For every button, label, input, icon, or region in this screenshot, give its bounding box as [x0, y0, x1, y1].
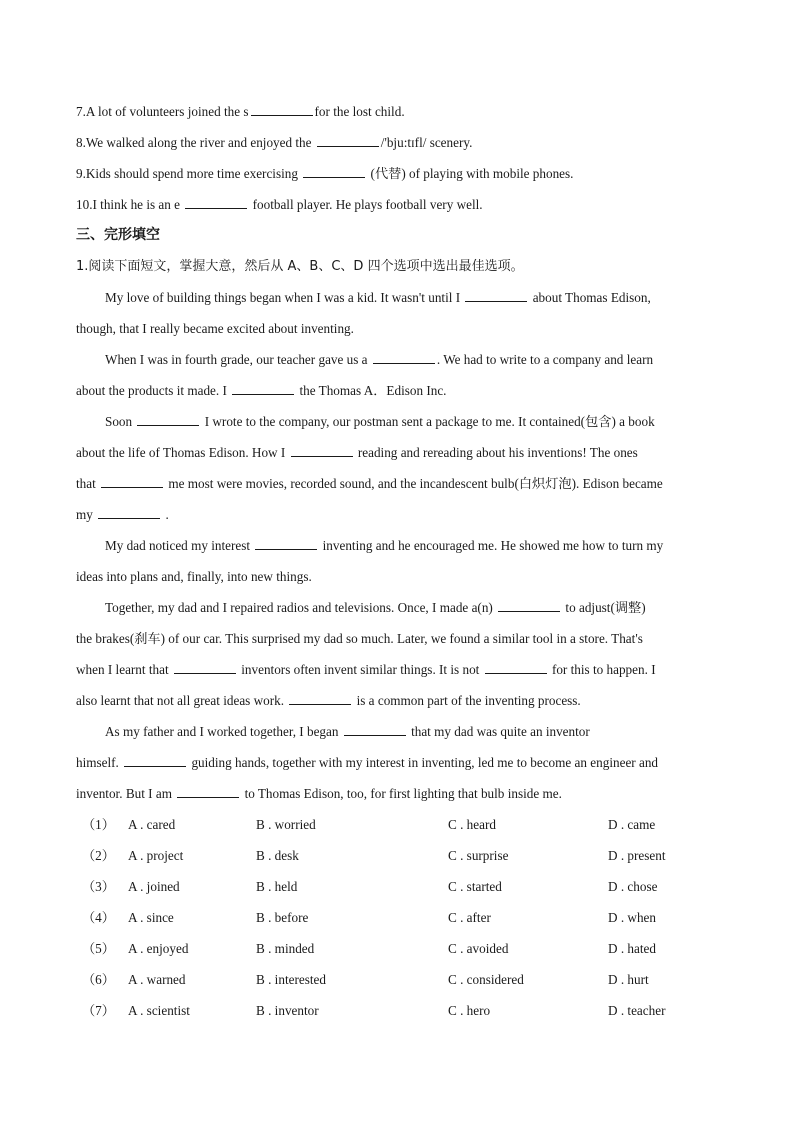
- passage-line: [76, 654, 726, 685]
- passage-text: to Thomas Edison, too, for first lighting that bulb inside me.: [244, 786, 562, 801]
- option-b[interactable]: B . worried: [256, 817, 316, 832]
- question-number: （1）: [82, 817, 115, 832]
- answer-blank[interactable]: [251, 103, 313, 116]
- fill-in-question-7: [76, 96, 726, 127]
- answer-blank[interactable]: [485, 661, 547, 674]
- option-a[interactable]: A . cared: [128, 817, 176, 832]
- passage-text: inventors often invent similar things. It is not: [241, 662, 480, 677]
- passage-line: [76, 716, 726, 747]
- section-instruction: 1.阅读下面短文，掌握大意，然后从 A、B、C、D 四个选项中选出最佳选项。: [76, 259, 524, 274]
- answer-blank[interactable]: [174, 661, 236, 674]
- question-number: （4）: [82, 910, 115, 925]
- passage-text: though, that I really became excited about inventing.: [76, 321, 354, 336]
- option-d[interactable]: D . when: [608, 910, 656, 925]
- option-b[interactable]: B . before: [256, 910, 309, 925]
- answer-blank[interactable]: [303, 165, 365, 178]
- question-number: （3）: [82, 879, 115, 894]
- option-row: [76, 995, 726, 1026]
- passage-line: [76, 499, 726, 530]
- passage-text: that: [76, 476, 96, 491]
- answer-blank[interactable]: [291, 444, 353, 457]
- passage-text: himself.: [76, 755, 119, 770]
- fill-in-question-10: [76, 189, 726, 220]
- passage-text: inventing and he encouraged me. He showed me how to turn my: [322, 538, 664, 553]
- answer-blank[interactable]: [177, 785, 239, 798]
- answer-blank[interactable]: [255, 537, 317, 550]
- question-number: （5）: [82, 941, 115, 956]
- passage-line: [76, 437, 726, 468]
- option-row: [76, 840, 726, 871]
- answer-blank[interactable]: [498, 599, 560, 612]
- option-row: [76, 902, 726, 933]
- passage-text: me most were movies, recorded sound, and the incandescent bulb(白炽灯泡). Edison became: [168, 476, 663, 491]
- passage-text: the Thomas A．Edison Inc.: [299, 383, 447, 398]
- option-d[interactable]: D . teacher: [608, 1003, 666, 1018]
- question-text: (代替) of playing with mobile phones.: [370, 166, 574, 181]
- passage-text: for this to happen. I: [551, 662, 656, 677]
- passage-line: [76, 685, 726, 716]
- question-text: football player. He plays football very well.: [252, 197, 483, 212]
- passage-text: .: [165, 507, 169, 522]
- option-row: [76, 871, 726, 902]
- passage-text: to adjust(调整): [565, 600, 646, 615]
- fill-in-question-9: [76, 158, 726, 189]
- option-c[interactable]: C . after: [448, 910, 491, 925]
- option-c[interactable]: C . avoided: [448, 941, 509, 956]
- fill-in-question-8: [76, 127, 726, 158]
- passage-line: [76, 375, 726, 406]
- answer-blank[interactable]: [317, 134, 379, 147]
- question-number: （6）: [82, 972, 115, 987]
- option-c[interactable]: C . heard: [448, 817, 496, 832]
- option-d[interactable]: D . present: [608, 848, 666, 863]
- answer-blank[interactable]: [232, 382, 294, 395]
- passage-line: [76, 313, 726, 344]
- passage-text: My love of building things began when I was a kid. It wasn't until I: [105, 290, 461, 305]
- option-b[interactable]: B . minded: [256, 941, 315, 956]
- answer-blank[interactable]: [373, 351, 435, 364]
- passage-text: when I learnt that: [76, 662, 169, 677]
- passage-text: ideas into plans and, finally, into new things.: [76, 569, 312, 584]
- question-text: for the lost child.: [314, 104, 405, 119]
- passage-text: When I was in fourth grade, our teacher gave us a: [105, 352, 368, 367]
- passage-line: [76, 282, 726, 313]
- passage-text: about Thomas Edison,: [532, 290, 651, 305]
- passage-text: also learnt that not all great ideas work.: [76, 693, 284, 708]
- option-row: [76, 809, 726, 840]
- option-c[interactable]: C . started: [448, 879, 502, 894]
- passage-text: inventor. But I am: [76, 786, 172, 801]
- passage-text: My dad noticed my interest: [105, 538, 251, 553]
- worksheet-page: [76, 96, 726, 1026]
- passage-text: is a common part of the inventing process.: [356, 693, 581, 708]
- option-d[interactable]: D . hated: [608, 941, 656, 956]
- option-b[interactable]: B . inventor: [256, 1003, 319, 1018]
- question-text: /'bju:tɪfl/ scenery.: [380, 135, 473, 150]
- passage-line: [76, 747, 726, 778]
- question-number: （2）: [82, 848, 115, 863]
- passage-text: reading and rereading about his inventions! The ones: [357, 445, 638, 460]
- option-a[interactable]: A . scientist: [128, 1003, 190, 1018]
- passage-text: about the life of Thomas Edison. How I: [76, 445, 286, 460]
- question-text: 7.A lot of volunteers joined the s: [76, 104, 249, 119]
- answer-blank[interactable]: [101, 475, 163, 488]
- passage-line: [76, 406, 726, 437]
- answer-blank[interactable]: [98, 506, 160, 519]
- option-d[interactable]: D . came: [608, 817, 656, 832]
- answer-blank[interactable]: [289, 692, 351, 705]
- question-text: 8.We walked along the river and enjoyed the: [76, 135, 312, 150]
- question-text: 9.Kids should spend more time exercising: [76, 166, 298, 181]
- passage-line: [76, 623, 726, 654]
- passage-line: [76, 778, 726, 809]
- passage-text: about the products it made. I: [76, 383, 227, 398]
- passage-line: [76, 530, 726, 561]
- passage-line: [76, 468, 726, 499]
- answer-options: [76, 809, 726, 1026]
- passage-text: As my father and I worked together, I began: [105, 724, 339, 739]
- option-c[interactable]: C . hero: [448, 1003, 491, 1018]
- passage-text: I wrote to the company, our postman sent a package to me. It contained(包含) a book: [204, 414, 655, 429]
- option-a[interactable]: A . since: [128, 910, 174, 925]
- option-row: [76, 933, 726, 964]
- passage-text: guiding hands, together with my interest in inventing, led me to become an engineer and: [191, 755, 659, 770]
- passage-line: [76, 592, 726, 623]
- passage-text: the brakes(刹车) of our car. This surprised my dad so much. Later, we found a similar tool in a store. That's: [76, 631, 643, 646]
- option-c[interactable]: C . considered: [448, 972, 524, 987]
- question-text: 10.I think he is an e: [76, 197, 181, 212]
- answer-blank[interactable]: [124, 754, 186, 767]
- option-b[interactable]: B . desk: [256, 848, 299, 863]
- option-a[interactable]: A . enjoyed: [128, 941, 189, 956]
- passage-line: [76, 561, 726, 592]
- answer-blank[interactable]: [137, 413, 199, 426]
- passage-text: . We had to write to a company and learn: [436, 352, 654, 367]
- option-a[interactable]: A . joined: [128, 879, 180, 894]
- answer-blank[interactable]: [185, 196, 247, 209]
- option-d[interactable]: D . chose: [608, 879, 658, 894]
- option-row: [76, 964, 726, 995]
- option-b[interactable]: B . interested: [256, 972, 326, 987]
- answer-blank[interactable]: [344, 723, 406, 736]
- option-a[interactable]: A . project: [128, 848, 184, 863]
- passage-text: Soon: [105, 414, 133, 429]
- passage-text: Together, my dad and I repaired radios and televisions. Once, I made a(n): [105, 600, 493, 615]
- option-b[interactable]: B . held: [256, 879, 298, 894]
- question-number: （7）: [82, 1003, 115, 1018]
- passage-text: my: [76, 507, 93, 522]
- option-d[interactable]: D . hurt: [608, 972, 649, 987]
- option-c[interactable]: C . surprise: [448, 848, 509, 863]
- passage-line: [76, 344, 726, 375]
- option-a[interactable]: A . warned: [128, 972, 186, 987]
- section-heading: 三、完形填空: [76, 227, 160, 243]
- passage-text: that my dad was quite an inventor: [411, 724, 590, 739]
- answer-blank[interactable]: [465, 289, 527, 302]
